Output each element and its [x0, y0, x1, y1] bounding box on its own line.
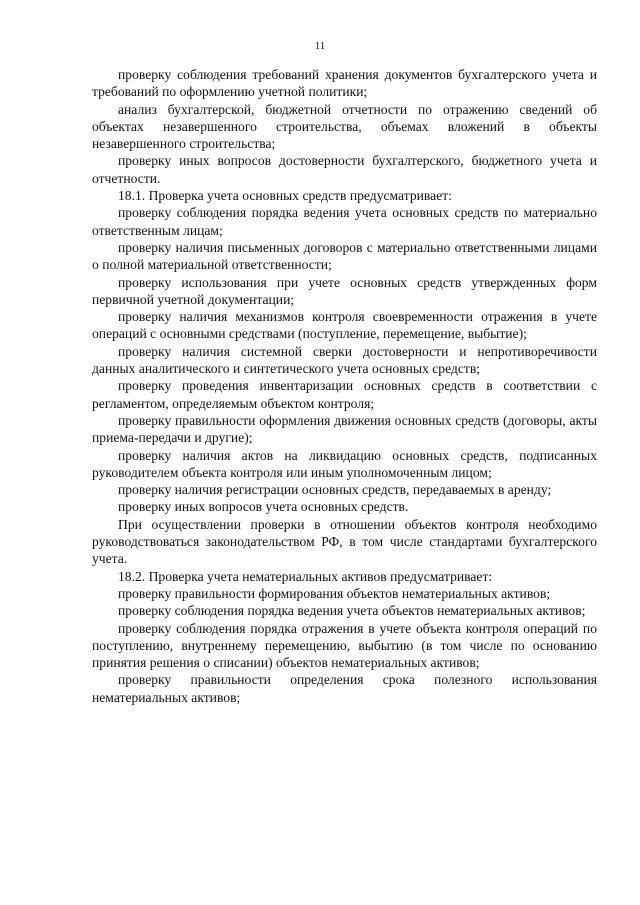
section-heading-18-1: 18.1. Проверка учета основных средств предусматривает:	[118, 188, 452, 204]
paragraph: проверку наличия системной сверки достоверности и непротиворечивости данных аналитического и синтетического учета основных средств;	[92, 343, 597, 377]
paragraph: проверку правильности определения срока полезного использования нематериальных активов;	[92, 672, 597, 705]
paragraph: проверку соблюдения порядка ведения учета основных средств по материально ответственным лицам;	[92, 205, 597, 238]
document-body	[92, 66, 597, 706]
paragraph: проверку правильности оформления движения основных средств (договоры, акты приема-передачи и другие);	[92, 412, 597, 446]
paragraph: анализ бухгалтерской, бюджетной отчетности по отражению сведений об объектах незавершенного строительства, объемах вложений в объекты незавершенного строительства;	[92, 101, 597, 152]
paragraph: проверку соблюдения порядка ведения учета объектов нематериальных активов;	[118, 603, 586, 619]
paragraph: проверку правильности формирования объектов нематериальных активов;	[118, 585, 551, 601]
paragraph: проверку иных вопросов учета основных средств.	[118, 499, 409, 515]
paragraph: проверку соблюдения порядка отражения в учете объекта контроля операций по поступлению, внутреннему перемещению, выбытию (в том числе по основанию принятия решения о списании) объектов нематериальных активов;	[92, 620, 597, 671]
paragraph: проверку наличия регистрации основных средств, передаваемых в аренду;	[118, 482, 552, 498]
paragraph: проверку соблюдения требований хранения документов бухгалтерского учета и требований по оформлению учетной политики;	[92, 67, 597, 100]
section-heading-18-2: 18.2. Проверка учета нематериальных активов предусматривает:	[118, 568, 493, 584]
paragraph: проверку наличия механизмов контроля своевременности отражения в учете операций с основными средствами (поступление, перемещение, выбытие);	[92, 309, 597, 342]
paragraph: При осуществлении проверки в отношении объектов контроля необходимо руководствоваться законодательством РФ, в том числе стандартами бухгалтерского учета.	[92, 516, 597, 567]
page-number: 11	[314, 40, 326, 52]
paragraph: проверку наличия актов на ликвидацию основных средств, подписанных руководителем объекта контроля или иным уполномоченным лицом;	[92, 447, 597, 480]
paragraph: проверку иных вопросов достоверности бухгалтерского, бюджетного учета и отчетности.	[92, 153, 597, 186]
paragraph: проверку использования при учете основных средств утвержденных форм первичной учетной документации;	[92, 274, 597, 307]
paragraph: проверку проведения инвентаризации основных средств в соответствии с регламентом, определяемым объектом контроля;	[92, 378, 597, 411]
paragraph: проверку наличия письменных договоров с материально ответственными лицами о полной материальной ответственности;	[92, 239, 597, 273]
